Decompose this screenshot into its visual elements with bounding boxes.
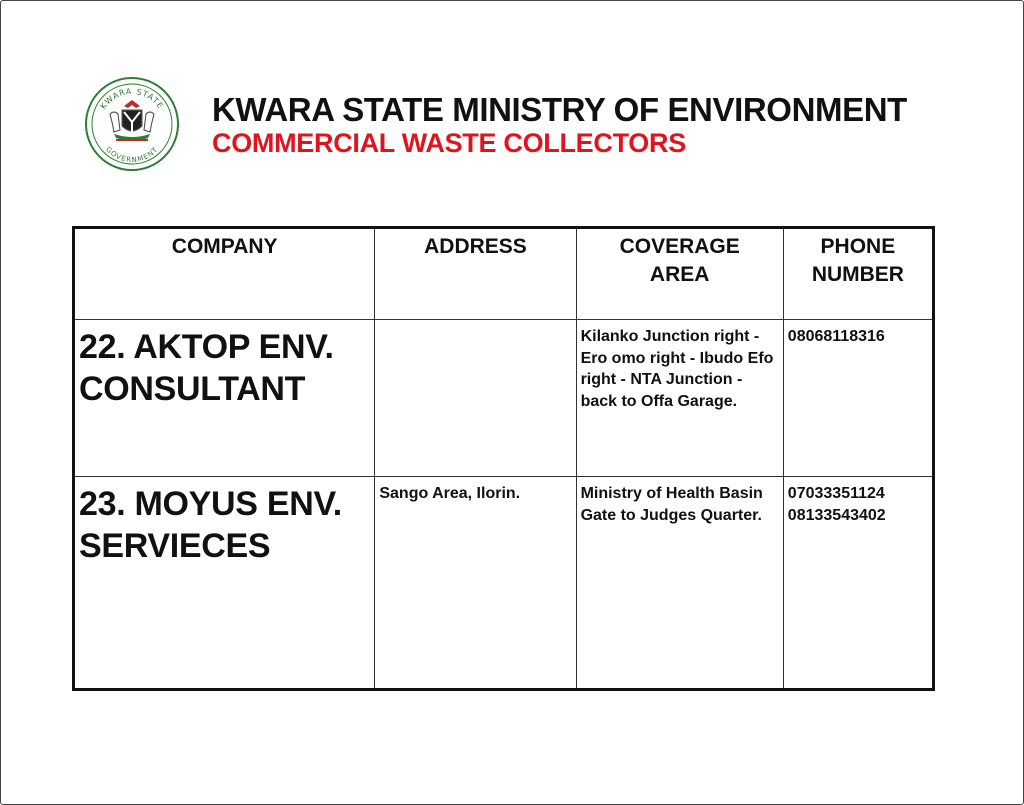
kwara-state-seal-icon <box>80 76 184 172</box>
page-subtitle: COMMERCIAL WASTE COLLECTORS <box>212 128 686 158</box>
table-row <box>74 320 934 477</box>
address-cell <box>375 320 576 477</box>
svg-text:GOVERNMENT: GOVERNMENT <box>104 145 160 165</box>
phone-cell <box>783 477 933 690</box>
coverage-cell: Kilanko Junction right - Ero omo right - Ibudo Efo right - NTA Junction - back to Offa Garage. <box>576 320 783 477</box>
coverage-cell: Ministry of Health Basin Gate to Judges Quarter. <box>576 477 783 690</box>
column-header-phone-number: PHONE NUMBER <box>783 228 933 320</box>
table-header-row <box>74 228 934 320</box>
phone-number: 07033351124 <box>787 485 885 502</box>
column-header-company: COMPANY <box>74 228 375 320</box>
svg-text:KWARA STATE: KWARA STATE <box>98 86 166 111</box>
page-title: KWARA STATE MINISTRY OF ENVIRONMENT <box>212 91 907 128</box>
address-cell: Sango Area, Ilorin. <box>375 477 576 690</box>
table-row <box>74 477 934 690</box>
company-cell: 23. MOYUS ENV. SERVIECES <box>74 477 375 690</box>
phone-number: 08068118316 <box>787 328 885 345</box>
column-header-address: ADDRESS <box>375 228 576 320</box>
phone-number: 08133543402 <box>787 506 886 524</box>
collectors-table <box>72 226 935 691</box>
phone-cell <box>783 320 933 477</box>
header <box>212 92 907 158</box>
company-cell: 22. AKTOP ENV. CONSULTANT <box>74 320 375 477</box>
column-header-coverage-area: COVERAGE AREA <box>576 228 783 320</box>
